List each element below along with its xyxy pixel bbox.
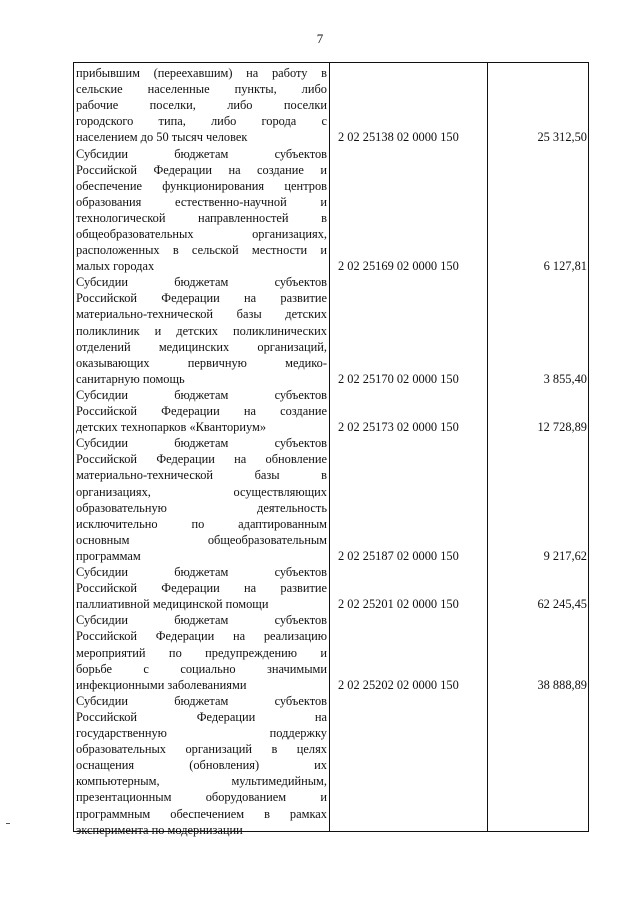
description-line: технологической направленностей в: [76, 210, 327, 225]
description-line: Субсидии бюджетам субъектов: [76, 275, 327, 290]
description-line: основным общеобразовательным: [76, 532, 327, 547]
description-line: рабочие поселки, либо поселки: [76, 98, 327, 113]
description-line: материально-технической базы в: [76, 468, 327, 483]
description-line: Субсидии бюджетам субъектов: [76, 613, 327, 628]
description-line: сельские населенные пункты, либо: [76, 82, 327, 97]
description-line: детских технопарков «Кванториум»: [76, 420, 267, 435]
row-description: [76, 693, 327, 838]
description-line: Российской Федерации на развитие: [76, 581, 327, 596]
description-line: эксперимента по модернизации: [76, 822, 243, 837]
row-description: [76, 387, 327, 435]
amount-value: 9 217,62: [543, 549, 587, 563]
page-number: 7: [316, 31, 324, 46]
row-description: [76, 612, 327, 692]
description-line: инфекционными заболеваниями: [76, 677, 247, 692]
description-line: оснащения (обновления) их: [76, 758, 327, 773]
amount-value: 25 312,50: [537, 130, 587, 145]
description-line: программам: [76, 548, 141, 563]
description-line: общеобразовательных организациях,: [76, 226, 327, 241]
row-description: [76, 564, 327, 612]
description-line: материально-технической базы детских: [76, 307, 327, 322]
amount-value: 12 728,89: [537, 420, 587, 435]
description-line: мероприятий по предупреждению и: [76, 645, 327, 660]
budget-classification-code: 2 02 25138 02 0000 150: [338, 130, 459, 145]
amount-value: 62 245,45: [537, 597, 587, 612]
description-line: борьбе с социально значимыми: [76, 661, 327, 676]
description-line: паллиативной медицинской помощи: [76, 597, 269, 612]
amount-column: [488, 63, 590, 831]
row-description: [76, 65, 327, 145]
description-column: [74, 63, 330, 837]
description-line: государственную поддержку: [76, 726, 327, 741]
description-line: обеспечение функционирования центров: [76, 178, 327, 193]
scan-margin-mark: [6, 823, 10, 824]
budget-classification-code: 2 02 25202 02 0000 150: [338, 677, 459, 692]
row-description: [76, 146, 327, 275]
description-line: презентационным оборудованием и: [76, 790, 327, 805]
description-line: поликлиник и детских поликлинических: [76, 323, 327, 338]
description-line: расположенных в сельской местности и: [76, 243, 327, 258]
row-description: [76, 435, 327, 564]
description-line: населением до 50 тысяч человек: [76, 130, 248, 145]
description-line: Субсидии бюджетам субъектов: [76, 388, 327, 402]
description-line: образования естественно-научной и: [76, 194, 327, 209]
budget-table: [73, 62, 589, 837]
description-line: Российской Федерации на создание и: [76, 162, 327, 177]
description-line: отделений медицинских организаций,: [76, 339, 327, 354]
description-line: прибывшим (переехавшим) на работу в: [76, 66, 327, 80]
amount-value: 38 888,89: [537, 677, 587, 692]
description-line: организациях, осуществляющих: [76, 484, 327, 499]
description-line: компьютерным, мультимедийным,: [76, 774, 327, 789]
description-line: Российской Федерации на: [76, 709, 327, 724]
budget-classification-code: 2 02 25187 02 0000 150: [338, 549, 459, 563]
budget-classification-code: 2 02 25201 02 0000 150: [338, 597, 459, 612]
description-line: Субсидии бюджетам субъектов: [76, 565, 327, 580]
budget-classification-code: 2 02 25169 02 0000 150: [338, 259, 459, 274]
description-line: санитарную помощь: [76, 371, 185, 386]
description-line: Российской Федерации на обновление: [76, 452, 327, 467]
description-line: образовательную деятельность: [76, 500, 327, 515]
budget-classification-code: 2 02 25173 02 0000 150: [338, 420, 459, 435]
description-line: городского типа, либо города с: [76, 114, 327, 129]
budget-classification-code: 2 02 25170 02 0000 150: [338, 371, 459, 386]
description-line: программным обеспечением в рамках: [76, 806, 327, 821]
description-line: Российской Федерации на развитие: [76, 291, 327, 306]
amount-value: 3 855,40: [543, 371, 587, 386]
row-description: [76, 274, 327, 387]
description-line: оказывающих первичную медико-: [76, 355, 327, 370]
description-line: Субсидии бюджетам субъектов: [76, 436, 327, 451]
description-line: исключительно по адаптированным: [76, 516, 327, 531]
code-column: [330, 63, 488, 831]
description-line: Субсидии бюджетам субъектов: [76, 693, 327, 708]
description-line: малых городах: [76, 259, 155, 274]
description-line: Российской Федерации на создание: [76, 404, 327, 419]
description-line: Российской Федерации на реализацию: [76, 629, 327, 644]
amount-value: 6 127,81: [543, 259, 587, 274]
description-line: образовательных организаций в целях: [76, 742, 327, 757]
description-line: Субсидии бюджетам субъектов: [76, 146, 327, 161]
